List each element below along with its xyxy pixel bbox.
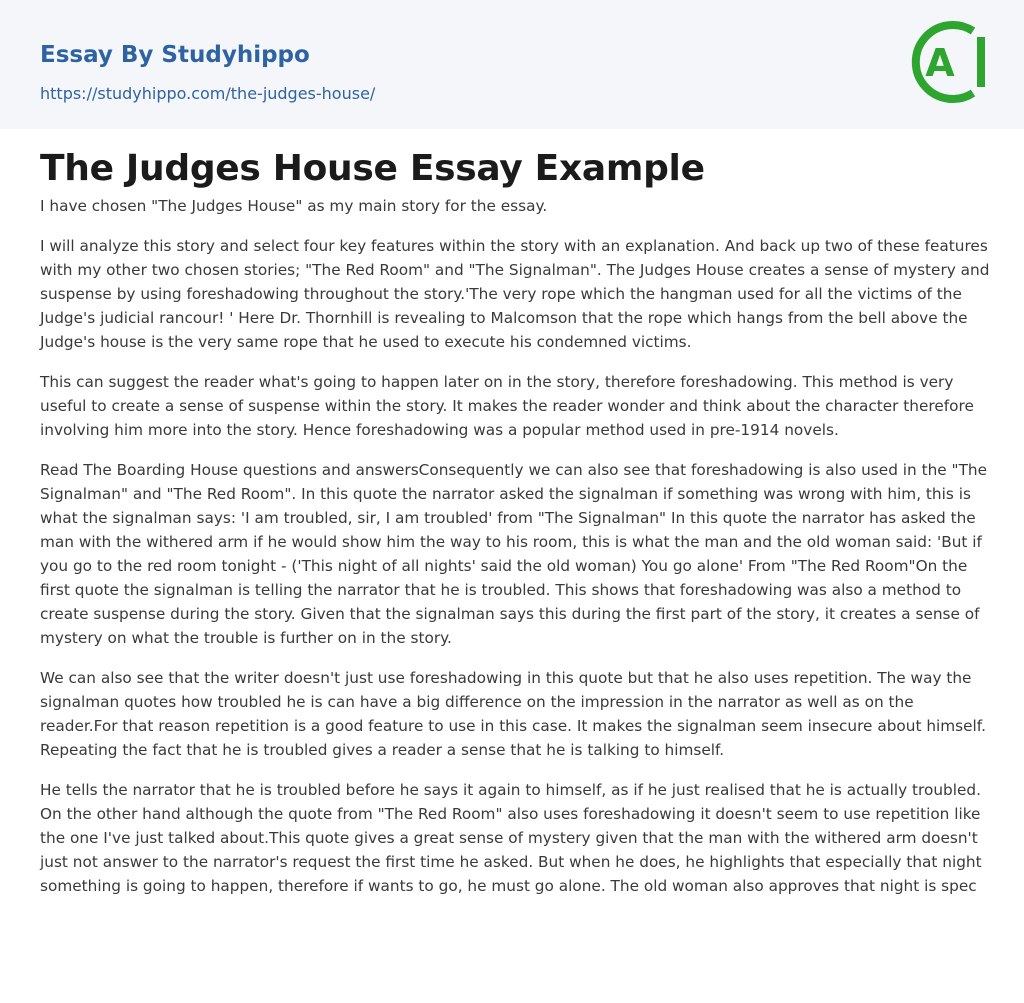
essay-paragraph: He tells the narrator that he is troubled before he says it again to himself, as if he just realised that he is actually troubled. On the other hand although the quote from "The Red Room" also uses foreshadowing it doesn't seem to use repetition like the one I've just talked about.This quote gives a great sense of mystery given that the man with the withered arm doesn't just not answer to the narrator's request the first time he asked. But when he does, he highlights that especially that night something is going to happen, therefore if wants to go, he must go alone. The old woman also approves that night is spec [40,781,982,895]
essay-paragraph: Read The Boarding House questions and answersConsequently we can also see that foreshadowing is also used in the "The Signalman" and "The Red Room". In this quote the narrator asked the signalman if something was wrong with him, this is what the signalman says: 'I am troubled, sir, I am troubled' from "The Signalman" In this quote the narrator has asked the man with the withered arm if he would show him the way to his room, this is what the man and the old woman said: 'But if you go to the red room tonight - ('This night of all nights' said the old woman) You go alone' From "The Red Room"On the first quote the signalman is telling the narrator that he is troubled. This shows that foreshadowing was also a method to create suspense during the story. Given that the signalman says this during the first part of the story, it creates a sense of mystery on what the trouble is further on in the story. [40,461,988,647]
logo-letter: A [925,41,955,85]
essay-title: The Judges House Essay Example [40,148,705,189]
essay-paragraph: This can suggest the reader what's going to happen later on in the story, therefore foreshadowing. This method is very useful to create a sense of suspense within the story. It makes the reader wonder and think about the character therefore involving him more into the story. Hence foreshadowing was a popular method used in pre-1914 novels. [40,373,974,439]
studyhippo-logo-icon[interactable] [910,17,988,107]
essay-paragraph: I have chosen "The Judges House" as my main story for the essay. [40,197,548,215]
page-url-link[interactable]: https://studyhippo.com/the-judges-house/ [40,84,376,103]
essay-paragraph: I will analyze this story and select four key features within the story with an explanation. And back up two of these features with my other two chosen stories; "The Red Room" and "The Signalman". The Judges House creates a sense of mystery and suspense by using foreshadowing throughout the story.'The very rope which the hangman used for all the victims of the Judge's judicial rancour! ' Here Dr. Thornhill is revealing to Malcomson that the rope which hangs from the bell above the Judge's house is the very same rope that he used to execute his condemned victims. [40,237,990,351]
essay-body [40,194,990,914]
essay-paragraph: We can also see that the writer doesn't just use foreshadowing in this quote but that he also uses repetition. The way the signalman quotes how troubled he is can have a big difference on the impression in the narrator as well as on the reader.For that reason repetition is a good feature to use in this case. It makes the signalman seem insecure about himself. Repeating the fact that he is troubled gives a reader a sense that he is talking to himself. [40,669,986,759]
site-brand[interactable]: Essay By Studyhippo [40,42,310,68]
